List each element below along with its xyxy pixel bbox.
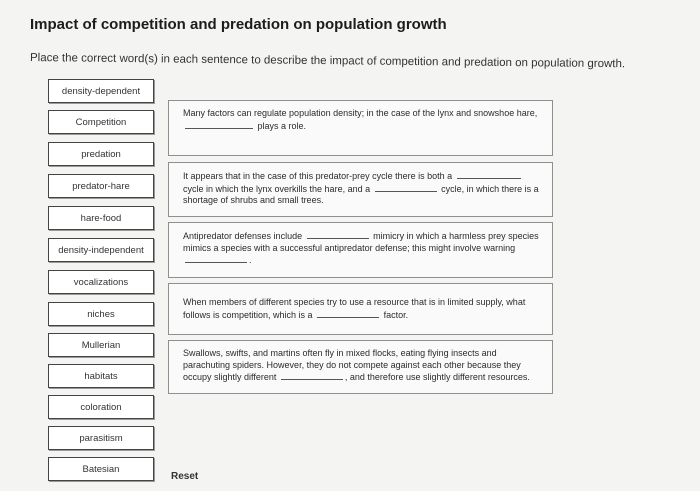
sentence-text: Antipredator defenses include (183, 231, 303, 241)
instructions-text: Place the correct word(s) in each sentence to describe the impact of competition and predation on population growth. (29, 52, 626, 71)
word-chip[interactable] (48, 457, 154, 481)
word-chip-label: Mullerian (81, 339, 121, 351)
word-chip[interactable] (48, 395, 154, 419)
word-chip[interactable] (48, 174, 154, 198)
word-chip[interactable] (48, 270, 154, 294)
sentence-text: . (249, 255, 252, 265)
answer-blank[interactable] (281, 371, 343, 380)
sentence-text: Many factors can regulate population density; in the case of the lynx and snowshoe hare, (183, 108, 538, 118)
sentence-box-2 (168, 162, 553, 217)
sentence-box-3 (168, 222, 553, 278)
word-chip-label: predation (81, 148, 121, 160)
word-chip[interactable] (48, 364, 154, 388)
word-chip[interactable] (48, 238, 154, 262)
word-chip-label: Competition (75, 116, 127, 128)
answer-blank[interactable] (457, 170, 521, 179)
word-chip[interactable] (48, 302, 154, 326)
sentence-box-5 (168, 340, 553, 394)
word-chip-label: parasitism (79, 432, 123, 444)
sentence-text: cycle in which the lynx overkills the hare, and a (183, 183, 371, 194)
answer-blank[interactable] (185, 254, 247, 263)
sentence-text: Swallows, swifts, and martins often fly in mixed flocks, eating flying insects and parachuting spiders. However, they do not compete against each other because they occupy slightly different (183, 348, 521, 382)
page-title: Impact of competition and predation on population growth (30, 16, 447, 33)
answer-blank[interactable] (307, 230, 369, 239)
sentence-box-1 (168, 100, 553, 156)
word-chip-label: density-dependent (61, 85, 141, 97)
answer-blank[interactable] (317, 309, 379, 318)
sentence-text: factor. (383, 309, 409, 320)
word-chip-label: predator-hare (72, 180, 130, 192)
sentence-text: plays a role. (257, 120, 307, 131)
word-chip-label: hare-food (80, 212, 122, 224)
word-chip[interactable] (48, 142, 154, 166)
sentence-text: mimicry in which a harmless prey species mimics a species with a successful antipredator defense; this might involve warning (183, 231, 539, 253)
word-chip[interactable] (48, 110, 154, 134)
word-chip[interactable] (48, 79, 154, 103)
sentence-text: , and therefore use slightly different resources. (344, 372, 530, 382)
word-chip-label: habitats (84, 370, 118, 382)
word-chip-label: Batesian (82, 463, 120, 475)
word-chip-label: coloration (80, 401, 122, 413)
sentence-text: It appears that in the case of this predator-prey cycle there is both a (183, 171, 453, 181)
word-chip-label: density-independent (58, 244, 144, 256)
word-chip-label: niches (87, 308, 115, 320)
word-chip[interactable] (48, 426, 154, 450)
word-chip-label: vocalizations (73, 276, 129, 288)
sentence-box-4 (168, 283, 553, 335)
answer-blank[interactable] (375, 183, 437, 192)
word-chip[interactable] (48, 333, 154, 357)
reset-button[interactable]: Reset (171, 471, 199, 482)
word-chip[interactable] (48, 206, 154, 230)
sentence-text: cycle, in which there is a shortage of shrubs and small trees. (183, 183, 539, 205)
sentence-text: When members of different species try to use a resource that is in limited supply, what follows is competition, which is a (183, 297, 526, 320)
answer-blank[interactable] (185, 120, 253, 129)
